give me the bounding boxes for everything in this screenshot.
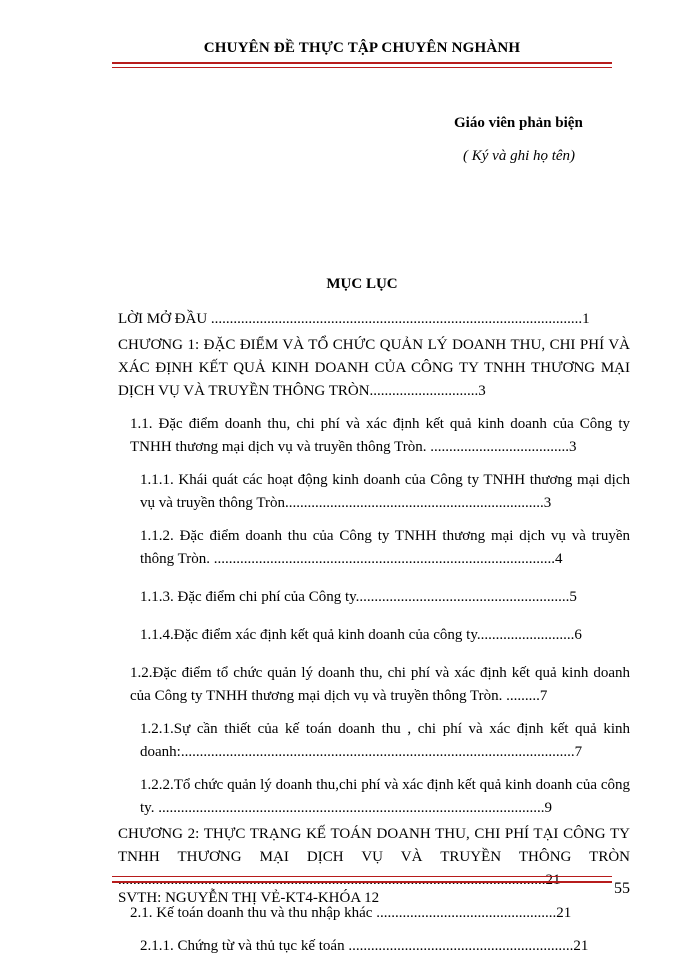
reviewer-title: Giáo viên phản biện: [454, 115, 583, 131]
toc-entry-2-1[interactable]: 2.1. Kế toán doanh thu và thu nhập khác ................................................21: [130, 905, 572, 921]
table-of-contents: [118, 308, 630, 958]
toc-entry-intro[interactable]: LỜI MỞ ĐẦU ...................................................................................................1: [118, 311, 590, 327]
toc-title: MỤC LỤC: [326, 276, 398, 292]
footer-rule-thin: [112, 876, 612, 877]
footer-rule: [112, 881, 612, 883]
toc-entry-1-1-4[interactable]: 1.1.4.Đặc điểm xác định kết quả kinh doanh của công ty..........................6: [140, 627, 582, 643]
toc-entry-chapter-2[interactable]: CHƯƠNG 2: THỰC TRẠNG KẾ TOÁN DOANH THU, CHI PHÍ TẠI CÔNG TY TNHH THƯƠNG MẠI DỊCH VỤ VÀ TRUYỀN THÔNG TRÒN ..................................................................................................................21: [118, 826, 630, 888]
toc-entry-1-1[interactable]: 1.1. Đặc điểm doanh thu, chi phí và xác định kết quả kinh doanh của Công ty TNHH thương mại dịch vụ và truyền thông Tròn. .....................................3: [130, 416, 630, 455]
footer-student: SVTH: NGUYỄN THỊ VẺ-KT4-KHÓA 12: [118, 890, 380, 906]
header-rule: [112, 62, 612, 64]
toc-entry-1-1-2[interactable]: 1.1.2. Đặc điểm doanh thu của Công ty TNHH thương mại dịch vụ và truyền thông Tròn. ...........................................................................................4: [140, 528, 630, 567]
toc-entry-1-2-2[interactable]: 1.2.2.Tổ chức quản lý doanh thu,chi phí và xác định kết quả kinh doanh của công ty. .......................................................................................................9: [140, 777, 630, 816]
toc-entry-1-2-1[interactable]: 1.2.1.Sự cần thiết của kế toán doanh thu , chi phí và xác định kết quả kinh doanh:.........................................................................................................7: [140, 721, 630, 760]
toc-entry-1-1-3[interactable]: 1.1.3. Đặc điểm chi phí của Công ty.........................................................5: [140, 589, 577, 605]
header-rule-thin: [112, 67, 612, 68]
reviewer-sign-note: ( Ký và ghi họ tên): [463, 148, 576, 164]
page-header-title: CHUYÊN ĐỀ THỰC TẬP CHUYÊN NGHÀNH: [203, 40, 521, 56]
toc-entry-1-2[interactable]: 1.2.Đặc điểm tổ chức quản lý doanh thu, chi phí và xác định kết quả kinh doanh của Công ty TNHH thương mại dịch vụ và truyền thông Tròn. .........7: [130, 665, 630, 704]
toc-entry-chapter-1[interactable]: CHƯƠNG 1: ĐẶC ĐIỂM VÀ TỔ CHỨC QUẢN LÝ DOANH THU, CHI PHÍ VÀ XÁC ĐỊNH KẾT QUẢ KINH DOANH CỦA CÔNG TY TNHH THƯƠNG MẠI DỊCH VỤ VÀ TRUYỀN THÔNG TRÒN.............................3: [118, 337, 630, 399]
toc-entry-1-1-1[interactable]: 1.1.1. Khái quát các hoạt động kinh doanh của Công ty TNHH thương mại dịch vụ và truyền thông Tròn.....................................................................3: [140, 472, 630, 511]
toc-entry-2-1-1[interactable]: 2.1.1. Chứng từ và thủ tục kế toán ............................................................21: [140, 938, 589, 954]
page-number: 55: [614, 880, 630, 897]
